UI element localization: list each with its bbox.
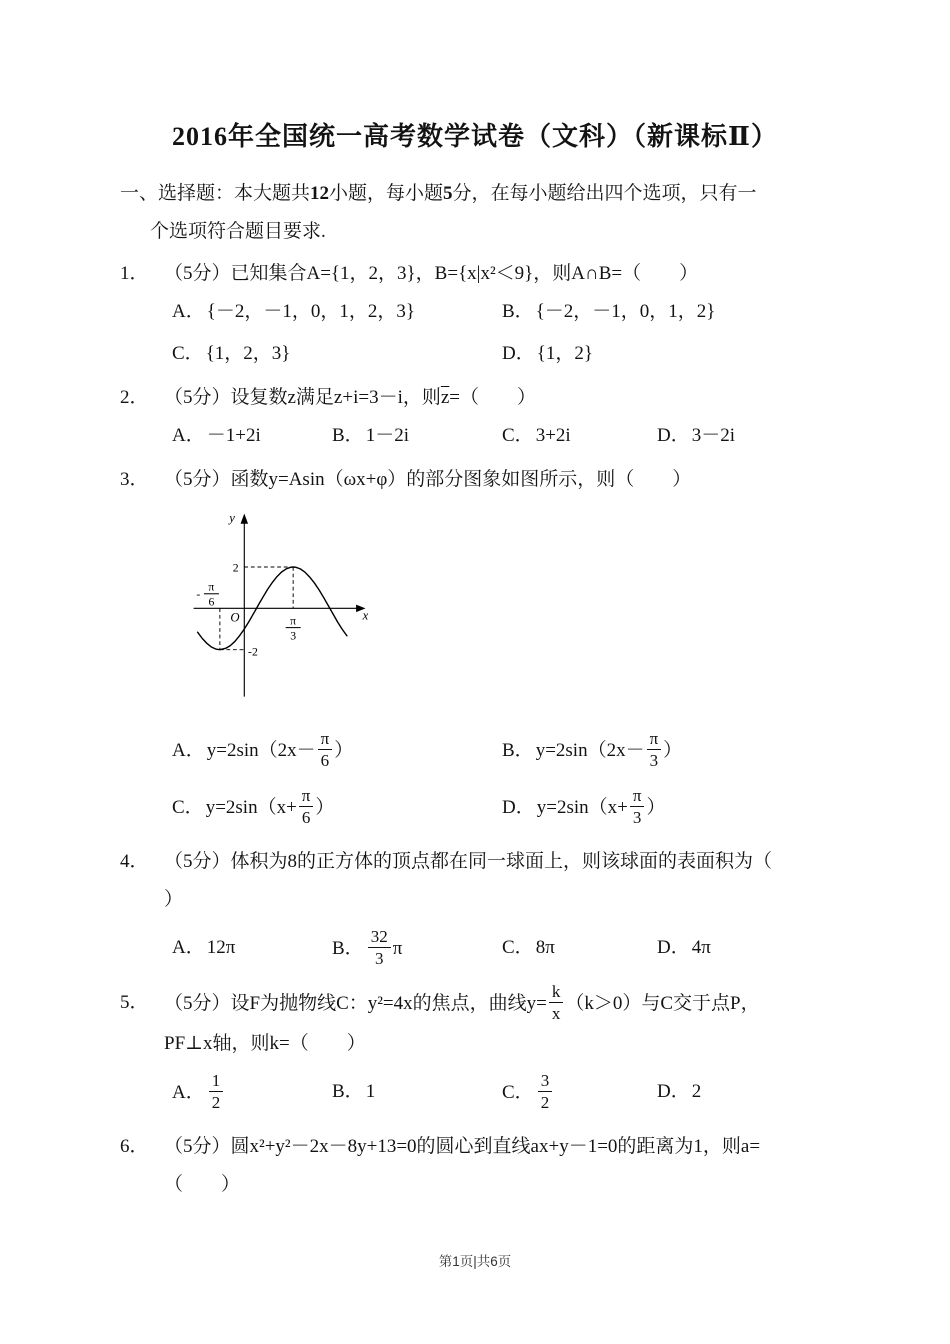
option-A xyxy=(172,731,502,772)
fraction: $\frac{\pi}{6}$ xyxy=(316,729,335,770)
option-D xyxy=(657,929,842,970)
text-segment: 12 xyxy=(310,183,330,204)
question-2 xyxy=(120,379,842,457)
option-body xyxy=(366,425,409,446)
section-header-line1 xyxy=(120,175,842,213)
question-5 xyxy=(120,984,842,1124)
option-label: D． xyxy=(657,1081,690,1103)
graph-xneg-denominator: 6 xyxy=(208,595,215,609)
option-label: A． xyxy=(172,301,205,322)
option-C xyxy=(172,788,502,829)
option-B xyxy=(502,293,842,331)
text-segment: 5 xyxy=(443,183,453,204)
option-label: A． xyxy=(172,937,205,959)
text-segment: y=2sin（x+ xyxy=(205,796,297,818)
question-3-body xyxy=(164,461,842,839)
graph-xpos-denominator: 3 xyxy=(290,629,297,643)
sine-graph xyxy=(186,505,842,721)
text-segment: 2 xyxy=(691,1081,702,1103)
y-axis-arrow xyxy=(241,513,249,523)
option-body xyxy=(206,729,354,771)
page-title: 2016年全国统一高考数学试卷（文科）（新课标Ⅱ） xyxy=(172,122,778,151)
question-6-number: 6． xyxy=(120,1136,149,1158)
text-segment: ） xyxy=(334,739,354,761)
question-1-body xyxy=(164,255,842,375)
question-5-stem xyxy=(164,984,842,1063)
text-segment: （ ） xyxy=(164,1174,241,1196)
option-body xyxy=(366,1081,376,1102)
question-5-body xyxy=(164,984,842,1124)
option-label: C． xyxy=(502,937,534,959)
text-segment: ） xyxy=(164,889,184,911)
fraction: $\frac{3}{2}$ xyxy=(536,1071,555,1112)
option-body xyxy=(207,1071,226,1113)
fraction: $\frac{\pi}{6}$ xyxy=(297,786,316,827)
option-C xyxy=(502,929,657,970)
question-4-stem xyxy=(164,843,842,919)
text-segment: PF⊥x轴，则k=（ ） xyxy=(164,1033,366,1055)
option-label: C． xyxy=(502,1082,534,1104)
text-segment: －1+2i xyxy=(206,425,261,446)
option-A xyxy=(172,417,332,455)
option-A xyxy=(172,929,332,970)
text-segment: 小题，每小题 xyxy=(329,183,444,204)
option-body xyxy=(536,937,555,958)
page-footer: 第1页|共6页 xyxy=(438,1254,512,1269)
option-body xyxy=(207,425,261,446)
graph-xpos-numerator: π xyxy=(290,614,297,628)
question-3 xyxy=(120,461,842,839)
question-1-options xyxy=(164,293,842,373)
text-segment: 分，在每小题给出四个选项，只有一 xyxy=(452,183,757,204)
question-1-number: 1． xyxy=(120,263,149,284)
text-segment: {－2，－1，0，1，2，3} xyxy=(206,301,415,322)
text-segment: （5分）体积为8的正方体的顶点都在同一球面上，则该球面的表面积为（ xyxy=(164,851,773,873)
graph-ymax-label: 2 xyxy=(232,561,239,575)
option-label: C． xyxy=(172,796,204,818)
graph-ymin-label: -2 xyxy=(248,645,258,659)
option-D xyxy=(502,788,842,829)
option-B xyxy=(332,417,502,455)
text-segment: =（ ） xyxy=(449,387,537,408)
fraction: $\frac{\pi}{3}$ xyxy=(645,729,664,770)
sine-graph-svg xyxy=(186,505,374,707)
option-D xyxy=(657,417,842,455)
fraction: $\frac{\pi}{3}$ xyxy=(628,786,647,827)
text-segment: （5分）已知集合A={1，2，3}，B={x|x²＜9}，则A∩B=（ ） xyxy=(164,263,699,284)
question-6-stem xyxy=(164,1128,842,1204)
option-D xyxy=(502,335,842,373)
option-body xyxy=(207,301,415,322)
option-A xyxy=(172,1073,332,1114)
graph-x-label: x xyxy=(362,608,369,623)
option-D xyxy=(657,1073,842,1114)
text-segment: y=2sin（x+ xyxy=(536,796,628,818)
question-2-options xyxy=(164,417,842,455)
text-segment: 3+2i xyxy=(535,425,571,446)
question-4-number: 4． xyxy=(120,851,149,873)
fraction: $\frac{k}{x}$ xyxy=(547,982,566,1023)
option-body xyxy=(536,786,666,828)
question-1-stem xyxy=(164,255,842,293)
text-segment: 4π xyxy=(691,937,711,959)
text-segment: （5分）设F为抛物线C：y²=4x的焦点，曲线y= xyxy=(164,993,547,1015)
option-label: D． xyxy=(657,425,690,446)
option-label: C． xyxy=(172,343,204,364)
text-segment: {1，2，3} xyxy=(205,343,291,364)
option-label: B． xyxy=(332,938,364,960)
text-segment: ） xyxy=(663,739,683,761)
text-segment: （5分）函数y=Asin（ωx+φ）的部分图象如图所示，则（ ） xyxy=(164,469,692,490)
option-label: C． xyxy=(502,425,534,446)
text-segment: y=2sin（2x－ xyxy=(206,739,316,761)
text-segment: 8π xyxy=(535,937,555,959)
graph-origin-label: O xyxy=(230,610,240,625)
text-segment: （k＞0）与C交于点P， xyxy=(565,993,760,1015)
graph-xneg-numerator: π xyxy=(208,580,215,594)
question-4 xyxy=(120,843,842,980)
text-segment: 一、选择题：本大题共 xyxy=(120,183,311,204)
option-body xyxy=(692,425,735,446)
text-segment: y=2sin（2x－ xyxy=(535,739,645,761)
option-body xyxy=(536,301,716,322)
option-B xyxy=(332,1073,502,1114)
question-2-body xyxy=(164,379,842,457)
text-segment: {－2，－1，0，1，2} xyxy=(535,301,716,322)
question-6-body xyxy=(164,1128,842,1204)
option-C xyxy=(502,1073,657,1114)
option-label: A． xyxy=(172,739,205,761)
question-2-stem xyxy=(164,379,842,417)
text-segment: 3－2i xyxy=(691,425,736,446)
option-body xyxy=(692,937,711,958)
option-body xyxy=(692,1081,702,1102)
fraction: $\frac{1}{2}$ xyxy=(207,1071,226,1112)
question-4-body xyxy=(164,843,842,980)
graph-y-label: y xyxy=(229,510,235,525)
text-segment: ） xyxy=(646,796,666,818)
option-C xyxy=(502,417,657,455)
option-A xyxy=(172,293,502,331)
option-label: A． xyxy=(172,425,205,446)
option-C xyxy=(172,335,502,373)
graph-xneg-sign: - xyxy=(196,588,201,602)
option-body xyxy=(535,729,683,771)
question-1 xyxy=(120,255,842,375)
question-3-options xyxy=(164,731,842,829)
text-segment: π xyxy=(392,938,403,960)
option-B xyxy=(502,731,842,772)
option-label: B． xyxy=(502,739,534,761)
question-6 xyxy=(120,1128,842,1204)
option-body xyxy=(366,927,403,969)
question-4-options xyxy=(164,929,842,970)
question-2-number: 2． xyxy=(120,387,149,408)
option-label: D． xyxy=(502,796,535,818)
option-body xyxy=(536,425,571,446)
option-body xyxy=(205,786,335,828)
text-segment: 12π xyxy=(206,937,236,959)
option-label: D． xyxy=(502,343,535,364)
exam-content xyxy=(120,175,842,1204)
text-segment: $\overline{z}$ xyxy=(440,387,450,408)
text-segment: 1 xyxy=(365,1081,376,1103)
option-body xyxy=(207,937,236,958)
question-5-options xyxy=(164,1073,842,1114)
text-segment: 1－2i xyxy=(365,425,409,446)
question-3-number: 3． xyxy=(120,469,149,490)
option-label: D． xyxy=(657,937,690,959)
text-segment: （5分）圆x²+y²－2x－8y+13=0的圆心到直线ax+y－1=0的距离为1，则a= xyxy=(164,1136,761,1158)
option-B xyxy=(332,929,502,970)
question-5-number: 5． xyxy=(120,992,149,1014)
option-body xyxy=(206,343,291,364)
section-header-line2: 个选项符合题目要求. xyxy=(150,221,326,242)
option-label: B． xyxy=(332,425,364,446)
fraction: $\frac{32}{3}$ xyxy=(366,927,393,968)
option-label: B． xyxy=(502,301,534,322)
question-3-stem xyxy=(164,461,842,499)
option-label: A． xyxy=(172,1082,205,1104)
text-segment: {1，2} xyxy=(536,343,593,364)
option-label: B． xyxy=(332,1081,364,1103)
text-segment: （5分）设复数z满足z+i=3－i，则 xyxy=(164,387,441,408)
text-segment: ） xyxy=(315,796,335,818)
option-body xyxy=(537,343,593,364)
option-body xyxy=(536,1071,555,1113)
